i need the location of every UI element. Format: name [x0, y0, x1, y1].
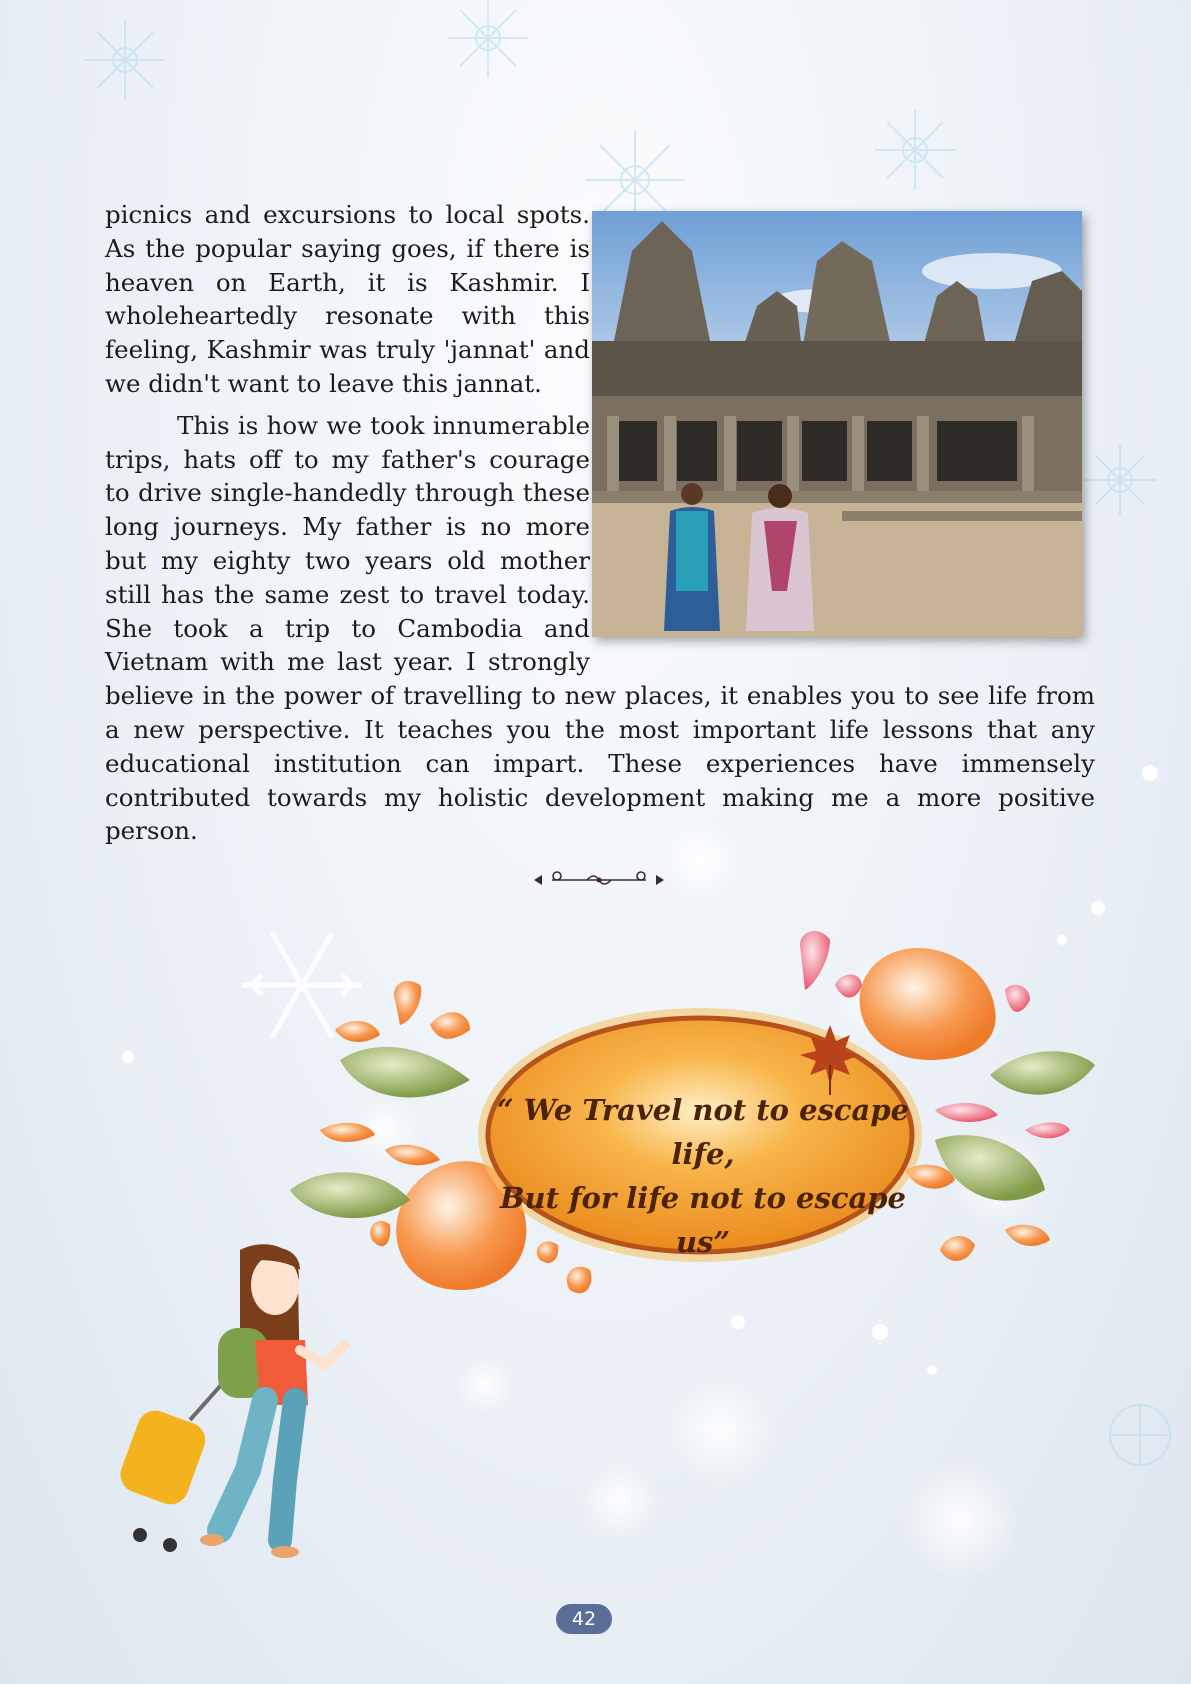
traveler-illustration: [120, 1240, 370, 1570]
temple-photo: [592, 211, 1082, 637]
quote-line-1: “ We Travel not to escape life,: [496, 1093, 910, 1171]
paragraph-1: picnics and excursions to local spots. As the popular saying goes, if there is heaven on Earth, it is Kashmir. I wholeheartedly resonate with this feeling, Kashmir was truly 'jannat' and we didn't want to leave this jannat.: [105, 200, 590, 398]
paragraph-2: This is how we took innumerable trips, hats off to my father's courage to drive single-handedly through these long journeys. My father is no more but my eighty two years old mother still has the same zest to travel today. She took a trip to Cambodia and Vietnam with me last year. I strongly believe in the power of travelling to new places, it enables you to see life from a new perspective. It teaches you the most important life lessons that any educational institution can impart. These experiences have immensely contributed towards my holistic development making me a more positive person.: [105, 410, 1095, 846]
ornamental-divider: [532, 866, 666, 894]
quote-line-2: But for life not to escape us”: [499, 1181, 907, 1259]
page-number-badge: 42: [556, 1604, 612, 1634]
travel-quote: [478, 1088, 928, 1264]
temple-photo-illustration: [592, 211, 1082, 637]
